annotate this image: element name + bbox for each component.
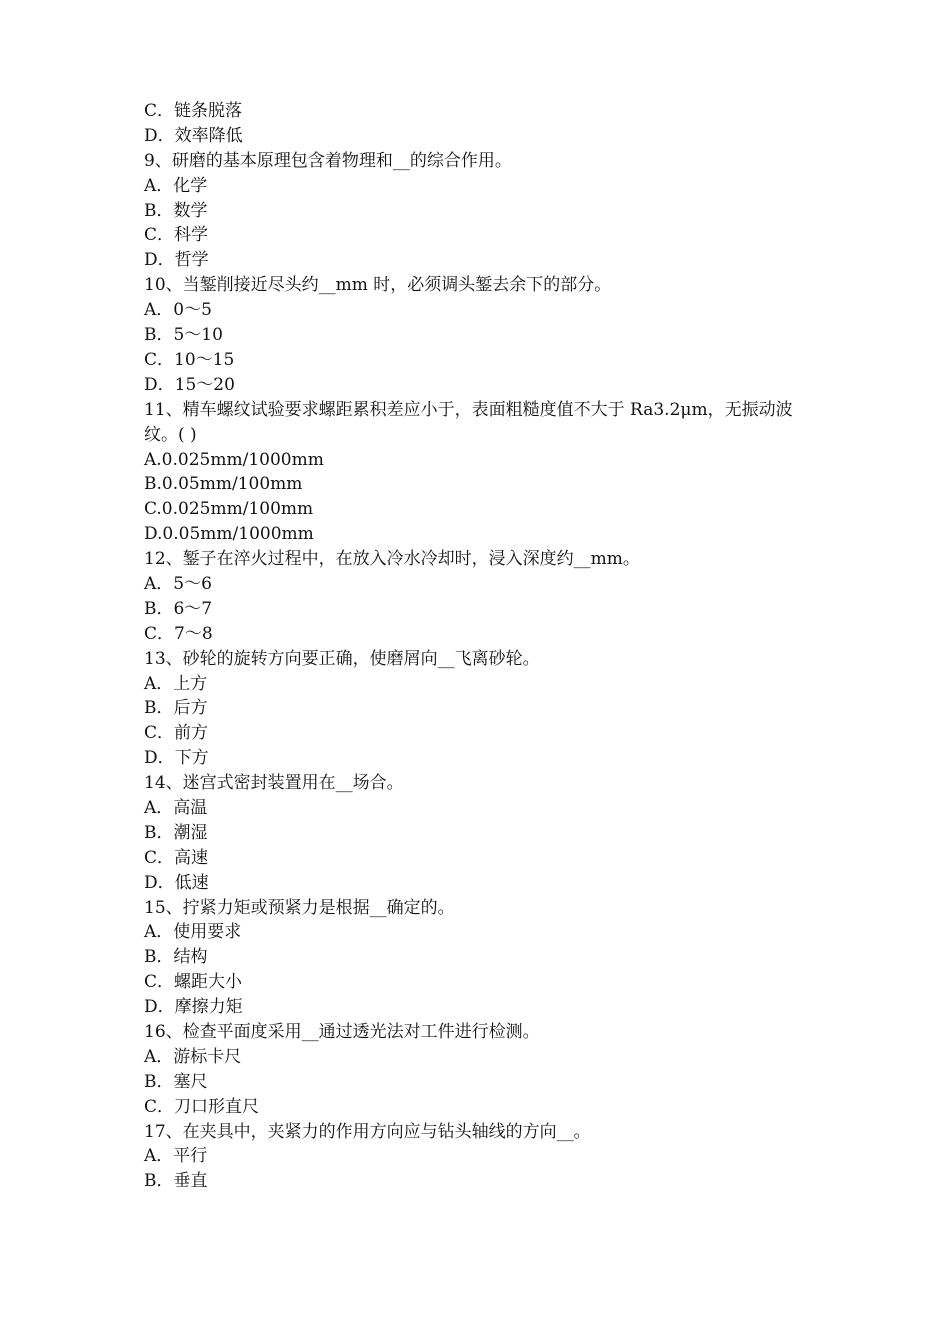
option-line: B．5～10 (144, 325, 223, 346)
option-line: D．效率降低 (144, 125, 243, 146)
option-line: D．摩擦力矩 (144, 997, 243, 1018)
option-line: A．使用要求 (144, 922, 242, 943)
option-line: C．链条脱落 (144, 101, 243, 121)
question-12: 12、錾子在淬火过程中，在放入冷水冷却时，浸入深度约__mm。 (144, 549, 640, 570)
option-line: B．后方 (144, 698, 208, 719)
option-line: B．6～7 (144, 598, 213, 619)
option-line: C.0.025mm/100mm (144, 499, 314, 520)
option-line: B．垂直 (144, 1171, 208, 1192)
question-9: 9、研磨的基本原理包含着物理和__的综合作用。 (144, 150, 512, 171)
question-14: 14、迷宫式密封装置用在__场合。 (144, 773, 404, 794)
option-line: C．高速 (144, 847, 209, 868)
option-line: B．塞尺 (144, 1071, 208, 1092)
question-17: 17、在夹具中，夹紧力的作用方向应与钻头轴线的方向__。 (144, 1121, 591, 1142)
question-10: 10、当錾削接近尽头约__mm 时，必须调头錾去余下的部分。 (144, 275, 612, 296)
option-line: B．结构 (144, 947, 208, 968)
question-13: 13、砂轮的旋转方向要正确，使磨屑向__飞离砂轮。 (144, 648, 540, 669)
option-line: A．5～6 (144, 573, 212, 594)
option-line: D．低速 (144, 872, 209, 893)
option-line: B．数学 (144, 200, 208, 221)
option-line: C．螺距大小 (144, 972, 243, 993)
question-11: 11、精车螺纹试验要求螺距累积差应小于，表面粗糙度值不大于 Ra3.2μm，无振动波纹。( ) (144, 399, 793, 445)
option-line: D．哲学 (144, 250, 209, 271)
question-16: 16、检查平面度采用__通过透光法对工件进行检测。 (144, 1021, 540, 1042)
question-15: 15、拧紧力矩或预紧力是根据__确定的。 (144, 897, 455, 918)
option-line: C．7～8 (144, 623, 213, 644)
option-line: A．高温 (144, 797, 208, 818)
option-line: A.0.025mm/1000mm (144, 449, 324, 470)
option-line: B.0.05mm/100mm (144, 474, 303, 495)
option-line: A．化学 (144, 175, 208, 196)
option-line: D.0.05mm/1000mm (144, 524, 314, 545)
option-line: A．平行 (144, 1146, 208, 1167)
option-line: C．前方 (144, 723, 209, 744)
option-line: B．潮湿 (144, 822, 208, 843)
option-line: A．游标卡尺 (144, 1046, 242, 1067)
option-line: A．0～5 (144, 300, 212, 321)
option-line: A．上方 (144, 673, 208, 694)
option-line: D．15～20 (144, 374, 235, 395)
option-line: C．刀口形直尺 (144, 1096, 260, 1117)
question-list (144, 99, 814, 1194)
option-line: C．10～15 (144, 349, 235, 370)
option-line: D．下方 (144, 748, 209, 769)
option-line: C．科学 (144, 225, 209, 246)
